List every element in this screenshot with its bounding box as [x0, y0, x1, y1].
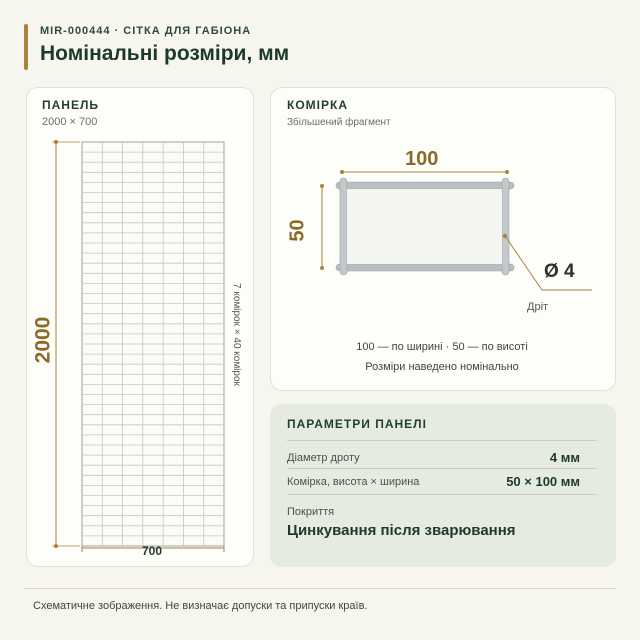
- page-title: Номінальні розміри, мм: [40, 42, 290, 65]
- separator: [287, 494, 597, 495]
- cell-subtitle: Збільшений фрагмент: [287, 117, 391, 128]
- product-sku: MIR-000444 · СІТКА ДЛЯ ГАБІОНА: [40, 25, 252, 37]
- panel-cell-count-note: 7 комірок × 40 комірок: [231, 283, 242, 386]
- wire-diameter-row-value: 4 мм: [549, 450, 580, 465]
- params-title: ПАРАМЕТРИ ПАНЕЛІ: [287, 417, 427, 431]
- separator: [287, 440, 597, 441]
- cell-size-row-label: Комірка, висота × ширина: [287, 476, 420, 488]
- coating-value: Цинкування після зварювання: [287, 522, 516, 539]
- cell-size-row-value: 50 × 100 мм: [506, 474, 580, 489]
- cell-width-label: 100: [405, 148, 439, 170]
- cell-label: КОМІРКА: [287, 98, 348, 112]
- panel-width-label: 700: [142, 544, 163, 558]
- cell-caption-nominal: Розміри наведено номінально: [365, 361, 519, 373]
- cell-height-label: 50: [286, 219, 309, 242]
- wire-diameter-label: Ø 4: [544, 261, 575, 282]
- coating-label: Покриття: [287, 506, 335, 518]
- panel-size: 2000 × 700: [42, 116, 98, 128]
- wire-note: Дріт: [527, 301, 549, 313]
- panel-label: ПАНЕЛЬ: [42, 98, 100, 112]
- footer-divider: [24, 588, 616, 589]
- footer-note: Схематичне зображення. Не визначає допуски та припуски країв.: [33, 600, 368, 612]
- wire-diameter-row-label: Діаметр дроту: [287, 452, 360, 464]
- panel-height-label: 2000: [31, 316, 55, 364]
- separator: [287, 468, 597, 469]
- cell-caption-dimensions: 100 — по ширині · 50 — по висоті: [356, 341, 528, 353]
